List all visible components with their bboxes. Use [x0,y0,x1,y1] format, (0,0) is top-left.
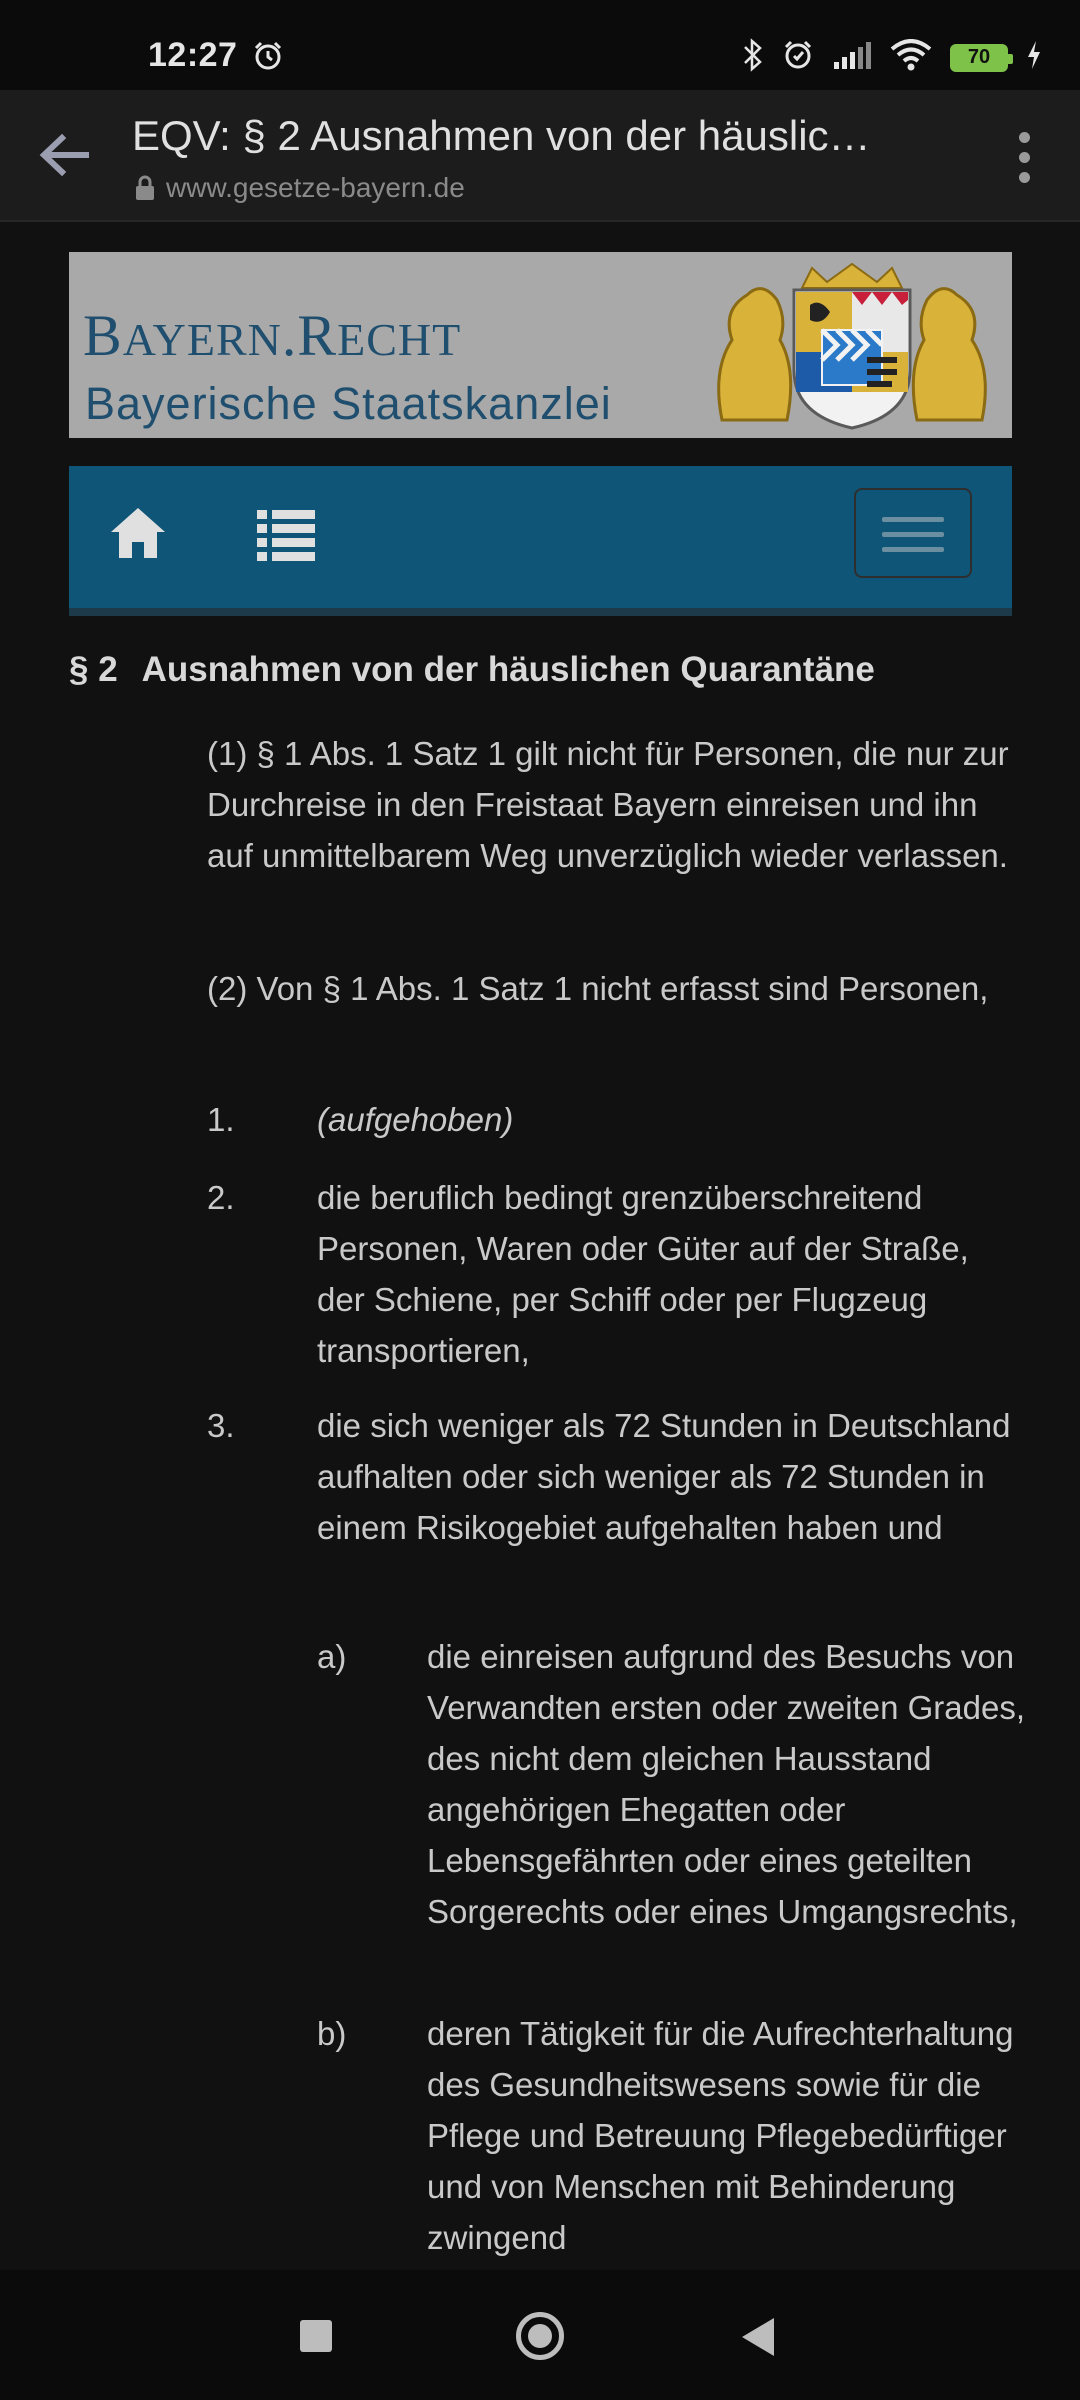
alarm-icon [252,40,284,77]
menu-toggle-button[interactable] [854,488,972,578]
lock-icon [134,175,156,201]
sub-item-text: deren Tätigkeit für die Aufrechterhaltung des Gesundheitswesens sowie für die Pflege und Betreuung Pflegebedürftiger und von Menschen mit Behinderung zwingend [427,2015,1014,2256]
hamburger-icon [882,517,944,522]
more-vertical-icon [1019,132,1030,143]
site-logo-subtitle: Bayerische Staatskanzlei [85,378,612,429]
browser-app-bar [0,90,1080,222]
list-item-text: (aufgehoben) [317,1101,514,1138]
signal-icon [832,40,872,75]
section-heading [69,650,875,690]
home-icon [107,502,169,564]
charging-icon [1026,40,1042,75]
battery-icon [950,44,1008,72]
battery-level: 70 [967,46,991,68]
status-icons [742,38,1042,77]
sub-item-number: a) [317,1638,347,1675]
bavarian-coat-of-arms-icon [702,260,1002,432]
list-item-number: 1. [207,1101,235,1138]
home-nav-button[interactable] [516,2312,564,2360]
list-item-number: 3. [207,1407,235,1444]
wifi-icon [890,39,932,76]
sub-item-number: b) [317,2015,347,2052]
status-bar [0,0,1080,90]
url-row [134,172,465,204]
page-url: www.gesetze-bayern.de [166,172,465,203]
back-button[interactable] [36,130,96,180]
section-title: Ausnahmen von der häuslichen Quarantäne [141,650,875,689]
more-options-button[interactable] [1016,132,1032,192]
recent-apps-button[interactable] [300,2320,332,2352]
bluetooth-icon [742,38,764,77]
site-logo-title: BAYERN.RECHT [83,303,462,368]
back-nav-button[interactable] [742,2318,774,2356]
paragraph-2: (2) Von § 1 Abs. 1 Satz 1 nicht erfasst sind Personen, [207,970,989,1007]
list-icon [255,506,317,562]
page-title: EQV: § 2 Ausnahmen von der häuslic… [132,112,871,159]
site-navbar [69,466,1012,616]
arrow-left-icon [36,130,92,180]
list-item-text: die sich weniger als 72 Stunden in Deutschland aufhalten oder sich weniger als 72 Stunden in einem Risikogebiet aufgehalten haben und [317,1407,1011,1546]
alarm-icon [782,39,814,76]
home-button[interactable] [107,502,169,564]
paragraph-1: (1) § 1 Abs. 1 Satz 1 gilt nicht für Personen, die nur zur Durchreise in den Freistaat Bayern einreisen und ihn auf unmittelbarem Weg unverzüglich wieder verlassen. [207,735,1009,874]
system-navigation-bar [0,2270,1080,2400]
section-number: § 2 [69,650,118,689]
sub-item-text: die einreisen aufgrund des Besuchs von Verwandten ersten oder zweiten Grades, des nicht dem gleichen Hausstand angehörigen Ehegatten oder Lebensgefährten oder eines geteilten Sorgerechts oder eines Umgangsrechts, [427,1638,1026,1930]
list-item-number: 2. [207,1179,235,1216]
list-item-text: die beruflich bedingt grenzüberschreitend Personen, Waren oder Güter auf der Straße, der Schiene, per Schiff oder per Flugzeug transportieren, [317,1179,969,1369]
table-of-contents-button[interactable] [255,506,317,562]
status-time: 12:27 [148,36,238,74]
site-banner[interactable] [69,252,1012,438]
